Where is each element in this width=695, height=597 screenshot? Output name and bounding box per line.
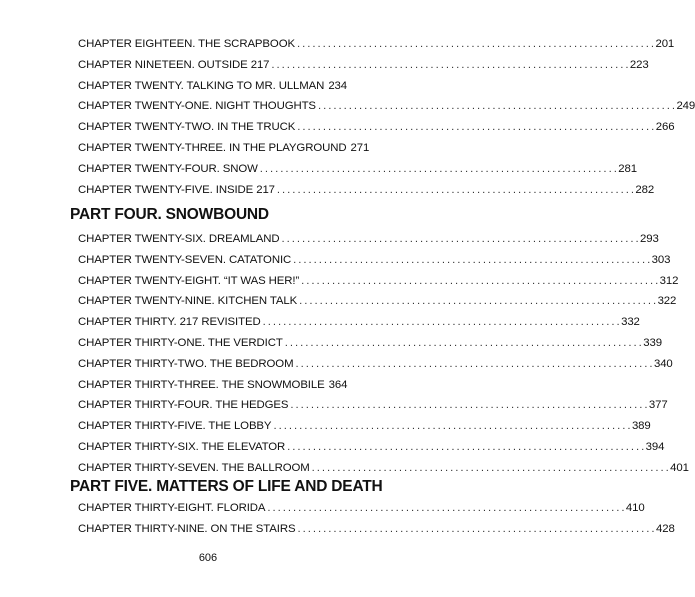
- toc-entry[interactable]: [78, 141, 370, 163]
- toc-entry-page: 223: [629, 58, 649, 71]
- toc-leader-dots: [260, 163, 617, 175]
- toc-entry-title: CHAPTER THIRTY-SIX. THE ELEVATOR: [78, 440, 286, 453]
- toc-entry-title: CHAPTER TWENTY-FOUR. SNOW: [78, 162, 258, 175]
- toc-entry[interactable]: [78, 522, 675, 544]
- toc-entry[interactable]: [78, 162, 637, 184]
- toc-entry[interactable]: [78, 79, 348, 101]
- toc-entry[interactable]: [78, 399, 668, 420]
- toc-entry-title: CHAPTER THIRTY-FOUR. THE HEDGES: [78, 399, 289, 412]
- toc-entry-page: 428: [656, 522, 675, 535]
- toc-entry[interactable]: [78, 58, 649, 80]
- toc-entry-page: 339: [643, 336, 662, 349]
- toc-entry-page: 282: [635, 183, 655, 196]
- toc-entry-title: CHAPTER TWENTY-NINE. KITCHEN TALK: [78, 295, 298, 308]
- toc-entry-page: 410: [625, 502, 645, 514]
- toc-entry-title: CHAPTER THIRTY. 217 REVISITED: [78, 316, 261, 329]
- toc-entry-title: CHAPTER TWENTY-FIVE. INSIDE 217: [78, 183, 275, 196]
- toc-entry-page: 271: [350, 141, 370, 154]
- toc-entry-page: 312: [659, 274, 679, 287]
- toc-list-top: [78, 38, 695, 204]
- page-number: 606: [198, 552, 218, 564]
- toc-entry[interactable]: [78, 502, 645, 523]
- toc-entry-title: CHAPTER TWENTY-SEVEN. CATATONIC: [78, 253, 292, 266]
- toc-leader-dots: [282, 233, 639, 245]
- toc-entry-title: CHAPTER EIGHTEEN. THE SCRAPBOOK: [78, 38, 295, 50]
- toc-leader-dots: [318, 100, 675, 112]
- toc-leader-dots: [293, 254, 650, 266]
- toc-leader-dots: [299, 295, 656, 307]
- toc-leader-dots: [297, 121, 654, 133]
- toc-entry-page: 322: [657, 295, 677, 308]
- toc-entry-title: CHAPTER THIRTY-THREE. THE SNOWMOBILE: [78, 378, 325, 391]
- toc-entry-page: 266: [655, 121, 675, 134]
- toc-entry-page: 249: [676, 100, 695, 113]
- toc-entry-page: 364: [328, 378, 348, 391]
- toc-entry-title: CHAPTER THIRTY-TWO. THE BEDROOM: [78, 357, 294, 370]
- toc-entry-page: 201: [655, 38, 675, 50]
- toc-leader-dots: [277, 184, 634, 196]
- toc-entry-page: 293: [640, 233, 659, 245]
- toc-entry-title: CHAPTER TWENTY-SIX. DREAMLAND: [78, 233, 280, 245]
- toc-entry-title: CHAPTER TWENTY-ONE. NIGHT THOUGHTS: [78, 100, 316, 113]
- part-heading: PART FIVE. MATTERS OF LIFE AND DEATH: [70, 478, 383, 495]
- toc-entry-title: CHAPTER TWENTY-EIGHT. “IT WAS HER!”: [78, 274, 300, 287]
- toc-leader-dots: [301, 275, 658, 287]
- toc-entry[interactable]: [78, 316, 640, 337]
- toc-entry[interactable]: [78, 336, 662, 358]
- toc-leader-dots: [297, 38, 654, 50]
- toc-entry-title: CHAPTER THIRTY-ONE. THE VERDICT: [78, 336, 283, 349]
- toc-entry[interactable]: [78, 420, 651, 441]
- toc-entry-page: 234: [328, 79, 348, 92]
- toc-entry[interactable]: [78, 357, 673, 379]
- toc-entry-page: 394: [645, 440, 665, 453]
- toc-leader-dots: [273, 420, 630, 432]
- toc-leader-dots: [290, 399, 647, 411]
- toc-leader-dots: [298, 523, 655, 535]
- toc-entry-page: 332: [621, 316, 640, 329]
- part-heading: PART FOUR. SNOWBOUND: [70, 206, 269, 223]
- toc-entry[interactable]: [78, 440, 665, 462]
- toc-entry-title: CHAPTER TWENTY-TWO. IN THE TRUCK: [78, 121, 296, 134]
- toc-leader-dots: [312, 462, 669, 474]
- toc-entry[interactable]: [78, 233, 659, 254]
- toc-entry-title: CHAPTER NINETEEN. OUTSIDE 217: [78, 58, 270, 71]
- toc-entry-title: CHAPTER THIRTY-SEVEN. THE BALLROOM: [78, 461, 310, 474]
- toc-leader-dots: [287, 441, 644, 453]
- toc-entry[interactable]: [78, 121, 675, 142]
- toc-entry-page: 303: [651, 253, 671, 266]
- toc-entry-title: CHAPTER TWENTY. TALKING TO MR. ULLMAN: [78, 79, 325, 92]
- toc-leader-dots: [267, 502, 624, 514]
- toc-leader-dots: [271, 59, 628, 71]
- toc-entry[interactable]: [78, 295, 677, 316]
- toc-leader-dots: [285, 337, 642, 349]
- toc-leader-dots: [263, 316, 620, 328]
- toc-entry-title: CHAPTER THIRTY-FIVE. THE LOBBY: [78, 420, 272, 433]
- toc-entry-page: 389: [631, 420, 651, 433]
- toc-entry-page: 281: [618, 162, 637, 175]
- toc-list-part-four: [78, 233, 689, 483]
- toc-leader-dots: [295, 358, 652, 370]
- toc-entry-page: 401: [670, 461, 689, 474]
- toc-entry-title: CHAPTER TWENTY-THREE. IN THE PLAYGROUND: [78, 141, 347, 154]
- toc-entry[interactable]: [78, 274, 679, 296]
- toc-entry[interactable]: [78, 253, 671, 275]
- toc-entry-title: CHAPTER THIRTY-NINE. ON THE STAIRS: [78, 522, 296, 535]
- toc-entry[interactable]: [78, 378, 348, 400]
- toc-entry[interactable]: [78, 100, 695, 121]
- toc-entry[interactable]: [78, 183, 655, 205]
- toc-entry-page: 377: [648, 399, 668, 412]
- toc-entry[interactable]: [78, 38, 675, 59]
- toc-list-part-five: [78, 502, 675, 544]
- toc-entry-title: CHAPTER THIRTY-EIGHT. FLORIDA: [78, 502, 266, 514]
- toc-entry-page: 340: [653, 357, 673, 370]
